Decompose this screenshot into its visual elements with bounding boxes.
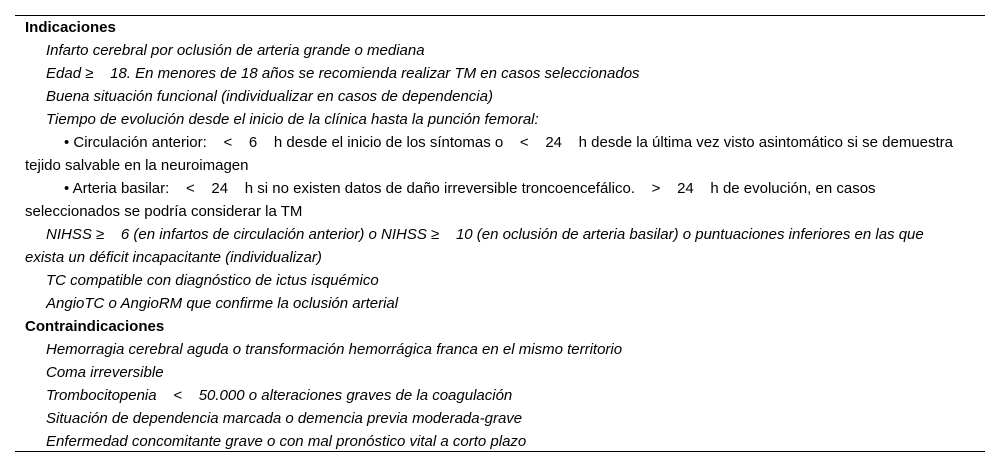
contraindicacion-item: Hemorragia cerebral aguda o transformación hemorrágica franca en el mismo territorio [46, 341, 623, 358]
indicacion-subitem: • Circulación anterior: < 6 h desde el inicio de los síntomas o < 24 h desde la última vez visto asintomático si se demuestra tejido salvable en la neuroimagen [25, 134, 958, 174]
indicacion-item: TC compatible con diagnóstico de ictus isquémico [46, 272, 379, 289]
indicacion-item: AngioTC o AngioRM que confirme la oclusión arterial [46, 295, 399, 312]
contraindicacion-item: Coma irreversible [46, 364, 164, 381]
indicacion-item: Buena situación funcional (individualizar en casos de dependencia) [46, 88, 493, 105]
indicacion-item: Infarto cerebral por oclusión de arteria grande o mediana [46, 42, 425, 59]
bottom-rule [15, 451, 985, 452]
contraindicaciones-heading: Contraindicaciones [25, 318, 165, 335]
indicacion-subitem: • Arteria basilar: < 24 h si no existen datos de daño irreversible troncoencefálico. > 24 h de evolución, en casos seleccionados se podría considerar la TM [25, 180, 880, 220]
indicaciones-heading: Indicaciones [25, 19, 116, 36]
indicacion-item: Tiempo de evolución desde el inicio de la clínica hasta la punción femoral: [46, 111, 539, 128]
indicacion-item: NIHSS ≥ 6 (en infartos de circulación anterior) o NIHSS ≥ 10 (en oclusión de arteria basilar) o puntuaciones inferiores en las que exista un déficit incapacitante (individualizar) [25, 226, 928, 266]
contraindicacion-item: Trombocitopenia < 50.000 o alteraciones graves de la coagulación [46, 387, 513, 404]
contraindicacion-item: Enfermedad concomitante grave o con mal pronóstico vital a corto plazo [46, 433, 527, 450]
criteria-table [25, 16, 965, 453]
contraindicacion-item: Situación de dependencia marcada o demencia previa moderada-grave [46, 410, 523, 427]
indicacion-item: Edad ≥ 18. En menores de 18 años se recomienda realizar TM en casos seleccionados [46, 65, 640, 82]
